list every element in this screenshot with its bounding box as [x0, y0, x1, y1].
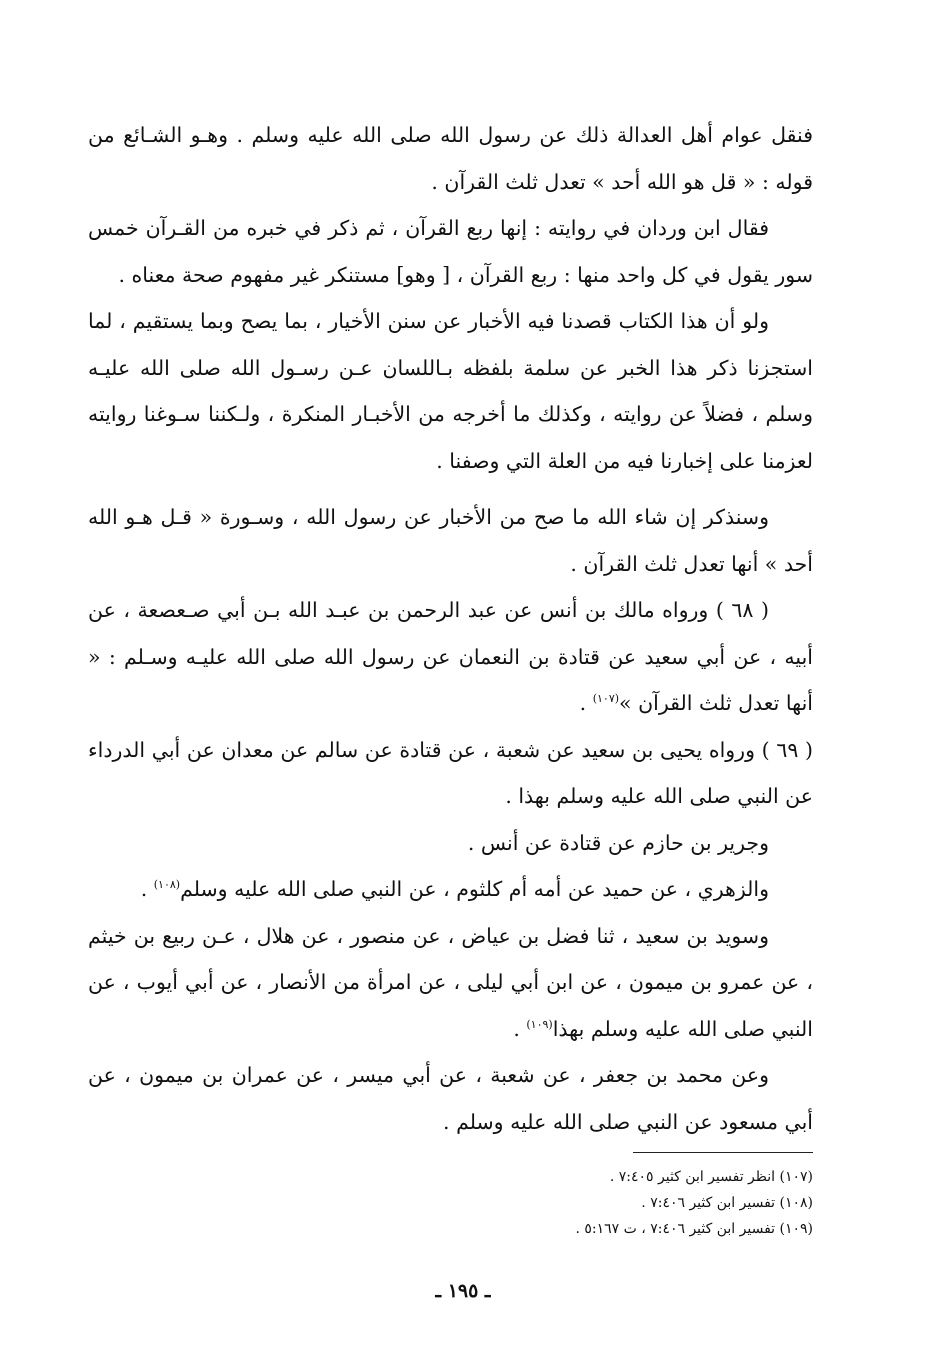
- paragraph-1: فنقل عوام أهل العدالة ذلك عن رسول الله صلى الله عليه وسلم . وهـو الشـائع من قوله : « قل هو الله أحد » تعدل ثلث القرآن .: [88, 123, 813, 194]
- footnote-divider: [633, 1152, 813, 1153]
- footnote-108: (١٠٨) تفسير ابن كثير ٧:٤٠٦ .: [641, 1195, 813, 1211]
- footnote-107: (١٠٧) انظر تفسير ابن كثير ٧:٤٠٥ .: [609, 1169, 813, 1185]
- footnote-109: (١٠٩) تفسير ابن كثير ٧:٤٠٦ ، ت ٥:١٦٧ .: [575, 1221, 813, 1237]
- paragraph-jarir: وجرير بن حازم عن قتادة عن أنس .: [467, 830, 769, 855]
- paragraph-muhammad: وعن محمد بن جعفر ، عن شعبة ، عن أبي ميسر ، عن عمران بن ميمون ، عن أبي مسعود عن النبي صلى الله عليه وسلم .: [88, 1063, 813, 1134]
- paragraph-2: فقال ابن وردان في روايته : إنها ربع القرآن ، ثم ذكر في خبره من القـرآن خمس سور يقول في كل واحد منها : ربع القرآن ، [ وهو] مستنكر غير مفهوم صحة معناه .: [88, 216, 813, 287]
- footnote-ref-108: (١٠٨): [153, 878, 181, 892]
- paragraph-69: ( ٦٩ ) ورواه يحيى بن سعيد عن شعبة ، عن قتادة عن سالم عن معدان عن أبي الدرداء عن النبي صلى الله عليه وسلم بهذا .: [88, 737, 814, 808]
- main-text: [88, 112, 813, 1145]
- footnotes: [200, 1164, 813, 1242]
- paragraph-4: وسنذكر إن شاء الله ما صح من الأخبار عن رسول الله ، وسـورة « قـل هـو الله أحد » أنها تعدل ثلث القرآن .: [88, 505, 813, 576]
- page-number: ـ ١٩٥ ـ: [435, 1280, 491, 1302]
- footnote-ref-109: (١٠٩): [526, 1017, 553, 1031]
- paragraph-3: ولو أن هذا الكتاب قصدنا فيه الأخبار عن سنن الأخيار ، بما يصح وبما يستقيم ، لما استجزنا ذكر هذا الخبر عن سلمة بلفظه بـاللسان عـن رسـول الله صلى الله عليـه وسلم ، فضلاً عن روايته ، وكذلك ما أخرجه من الأخبـار المنكرة ، ولـكننا سـوغنا روايته لعزمنا على إخبارنا فيه من العلة التي وصفنا .: [88, 309, 814, 473]
- paragraph-zuhri: والزهري ، عن حميد عن أمه أم كلثوم ، عن النبي صلى الله عليه وسلم$^{(١٠٨)}$ .: [140, 877, 769, 901]
- footnote-ref-107: (١٠٧): [592, 692, 620, 706]
- paragraph-68: ( ٦٨ ) ورواه مالك بن أنس عن عبد الرحمن بن عبـد الله بـن أبي صـعصعة ، عن أبيه ، عن أبي سعيد عن قتادة بن النعمان عن رسول الله صلى الله عليـه وسـلم : « أنها تعدل ثلث القرآن »$^{(١٠٧)}$ .: [88, 598, 813, 715]
- paragraph-suwayd: وسويد بن سعيد ، ثنا فضل بن عياض ، عن منصور ، عن هلال ، عـن ربيع بن خيثم ، عن عمرو بن ميمون ، عن ابن أبي ليلى ، عن امرأة من الأنصار ، عن أبي أيوب ، عن النبي صلى الله عليه وسلم بهذا$^{(١٠٩)}$ .: [88, 923, 813, 1041]
